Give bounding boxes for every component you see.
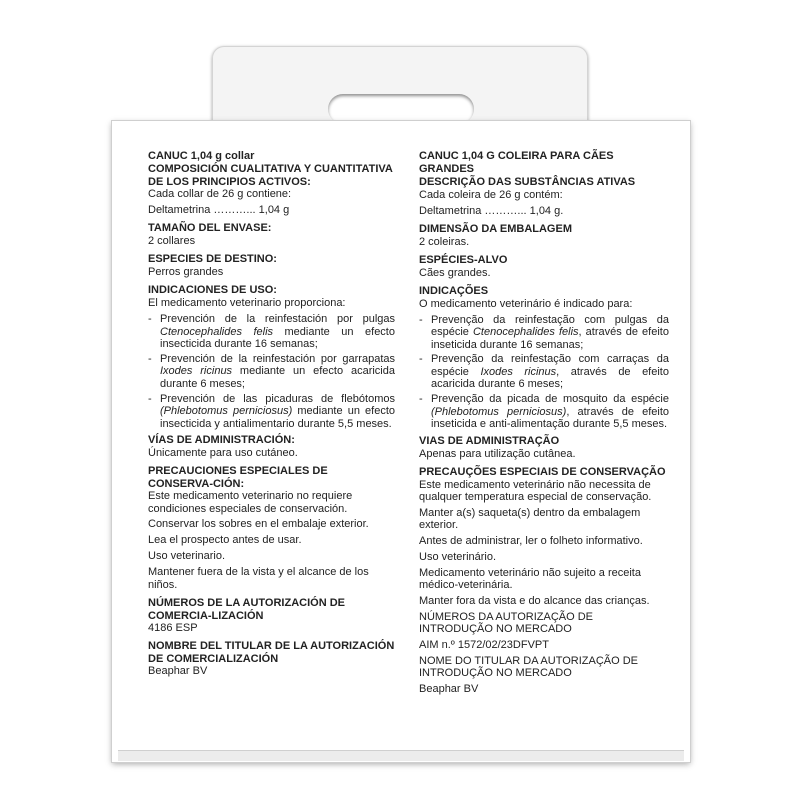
list-item: [419, 314, 669, 352]
indication-text: , através de efeito acaricida durante 6 meses;: [431, 365, 669, 391]
target-species-value: Cães grandes.: [419, 266, 491, 279]
indication-text: Prevenção da reinfestação com carraças da espécie: [431, 353, 669, 378]
veterinary-use: Uso veterinario.: [148, 550, 226, 563]
indication-text: Prevenção da picada de mosquito da espécie: [431, 393, 669, 406]
species-name: Ctenocephalides felis: [160, 325, 274, 338]
indication-text: Prevención de las picaduras de flebótomos: [160, 392, 395, 405]
indications-list: [148, 313, 395, 430]
marketing-authorisation-number: AIM n.º 1572/02/23DFVPT: [419, 638, 549, 651]
composition-intro: Cada coleira de 26 g contém:: [419, 188, 563, 201]
pack-size-heading: TAMAÑO DEL ENVASE:: [148, 222, 272, 234]
storage-keep: Manter a(s) saqueta(s) dentro da embalagem exterior.: [419, 506, 641, 532]
indications-intro: El medicamento veterinario proporciona:: [148, 297, 346, 309]
route-heading: VÍAS DE ADMINISTRACIÓN:: [148, 434, 295, 447]
product-title: CANUC 1,04 G COLEIRA PARA CÃES GRANDES: [419, 150, 614, 175]
species-name: (Phlebotomus perniciosus): [160, 405, 293, 418]
indication-text: , através de efeito inseticida durante 16 semanas;: [431, 326, 669, 351]
indication-text: , através de efeito inseticida e anti-alimentação durante 5,5 meses.: [431, 405, 669, 431]
target-species-heading: ESPÉCIES-ALVO: [419, 253, 508, 266]
composition-line: Deltametrina ………... 1,04 g: [148, 204, 290, 216]
list-item: [148, 393, 395, 431]
species-name: Ixodes ricinus: [160, 365, 233, 378]
indications-heading: INDICACIONES DE USO:: [148, 284, 277, 296]
label-column-spanish: [148, 150, 395, 681]
keep-from-children: Manter fora da vista e do alcance das crianças.: [419, 594, 650, 607]
composition-heading: COMPOSICIÓN CUALITATIVA Y CUANTITATIVA DE LOS PRINCIPIOS ACTIVOS:: [148, 163, 393, 188]
holder-heading: NOME DO TITULAR DA AUTORIZAÇÃO DE INTRODUÇÃO NO MERCADO: [419, 654, 639, 680]
indication-text: Prevención de la reinfestación por garrapatas: [160, 352, 395, 365]
indications-heading: INDICAÇÕES: [419, 284, 489, 297]
indication-text: mediante un efecto insecticida y antialimentario durante 5,5 meses.: [160, 405, 395, 430]
veterinary-use: Uso veterinário.: [419, 550, 497, 563]
indication-text: mediante un efecto acaricida durante 6 meses;: [160, 365, 395, 390]
holder-name: Beaphar BV: [148, 665, 208, 678]
route-value: Apenas para utilização cutânea.: [419, 447, 576, 460]
indications-intro: O medicamento veterinário é indicado para:: [419, 297, 633, 310]
product-title: CANUC 1,04 g collar: [148, 150, 255, 162]
storage-heading: PRECAUÇÕES ESPECIAIS DE CONSERVAÇÃO: [419, 465, 666, 478]
marketing-authorisation-number: 4186 ESP: [148, 622, 198, 635]
indication-text: Prevenção da reinfestação com pulgas da espécie: [431, 313, 669, 339]
list-item: [148, 353, 395, 391]
hang-hole: [328, 94, 474, 124]
keep-from-children: Mantener fuera de la vista y el alcance de los niños.: [148, 566, 369, 592]
species-name: (Phlebotomus perniciosus): [431, 405, 567, 418]
holder-heading: NOMBRE DEL TITULAR DE LA AUTORIZACIÓN DE COMERCIALIZACIÓN: [148, 640, 395, 665]
indications-list: [419, 314, 669, 431]
holder-name: Beaphar BV: [419, 682, 479, 695]
composition-heading: DESCRIÇÃO DAS SUBSTÂNCIAS ATIVAS: [419, 176, 636, 188]
label-column-portuguese: [419, 150, 669, 699]
pack-size-heading: DIMENSÃO DA EMBALAGEM: [419, 222, 572, 235]
storage-keep: Conservar los sobres en el embalaje exterior.: [148, 518, 369, 531]
prescription-status: Medicamento veterinário não sujeito a receita médico-veterinária.: [419, 566, 641, 592]
storage-text: Este medicamento veterinário não necessita de qualquer temperatura especial de conservação.: [419, 478, 652, 504]
route-value: Únicamente para uso cutáneo.: [148, 447, 298, 460]
route-heading: VIAS DE ADMINISTRAÇÃO: [419, 434, 560, 447]
package-bottom-edge: [118, 750, 684, 761]
list-item: [148, 313, 395, 351]
species-name: Ctenocephalides felis: [472, 326, 579, 339]
composition-line: Deltametrina ………... 1,04 g.: [419, 204, 564, 217]
species-name: Ixodes ricinus: [480, 365, 557, 378]
target-species-value: Perros grandes: [148, 266, 224, 278]
marketing-authorisation-heading: NÚMEROS DA AUTORIZAÇÃO DE INTRODUÇÃO NO MERCADO: [419, 610, 593, 636]
indication-text: Prevención de la reinfestación por pulgas: [160, 313, 395, 325]
pack-size-value: 2 coleiras.: [419, 235, 470, 248]
pack-size-value: 2 collares: [148, 235, 196, 247]
read-leaflet: Lea el prospecto antes de usar.: [148, 534, 302, 547]
read-leaflet: Antes de administrar, ler o folheto informativo.: [419, 534, 643, 547]
marketing-authorisation-heading: NÚMEROS DE LA AUTORIZACIÓN DE COMERCIA-LIZACIÓN: [148, 597, 345, 622]
target-species-heading: ESPECIES DE DESTINO:: [148, 253, 277, 265]
indication-text: mediante un efecto insecticida durante 16 semanas;: [160, 325, 395, 351]
list-item: [419, 353, 669, 391]
list-item: [419, 393, 669, 431]
composition-intro: Cada collar de 26 g contiene:: [148, 188, 292, 200]
storage-heading: PRECAUCIONES ESPECIALES DE CONSERVA-CIÓN:: [148, 465, 328, 490]
storage-text: Este medicamento veterinario no requiere condiciones especiales de conservación.: [148, 490, 353, 515]
